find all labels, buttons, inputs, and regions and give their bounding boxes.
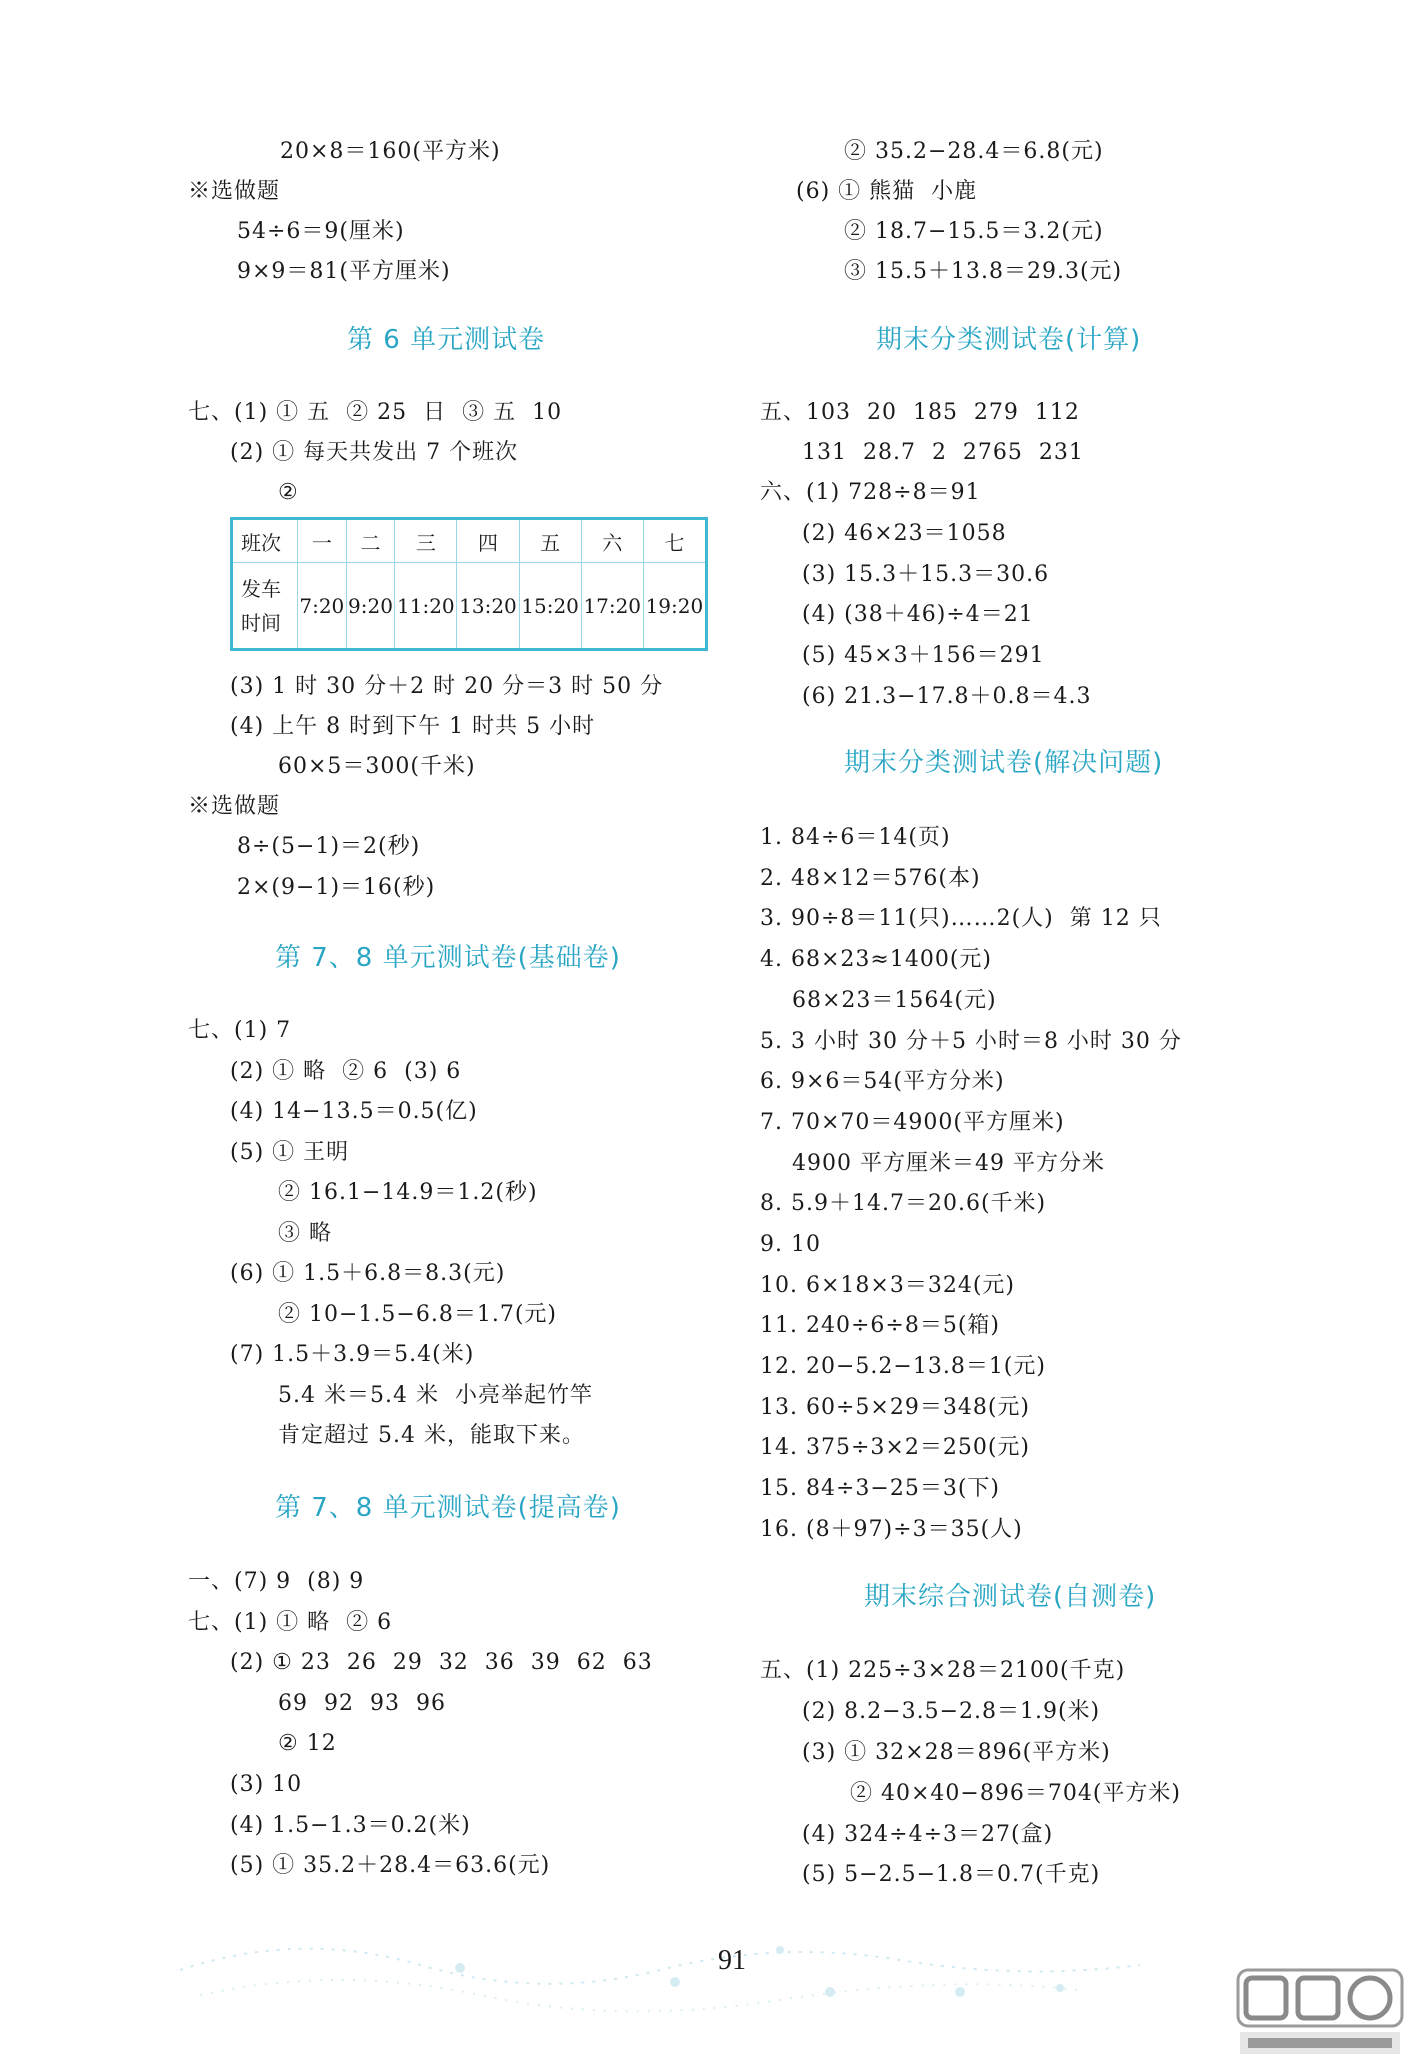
answer-line: ※选做题 — [188, 179, 281, 204]
answer-line: 七、(1) ① 五 ② 25 日 ③ 五 10 — [188, 400, 563, 425]
answer-line: 2. 48×12＝576(本) — [760, 866, 981, 891]
answer-line: ② 40×40−896＝704(平方米) — [850, 1781, 1181, 1806]
table-header-cell: 三 — [395, 519, 457, 563]
bus-schedule-table — [230, 517, 708, 651]
answer-line: (2) ① 略 ② 6 (3) 6 — [230, 1059, 462, 1084]
answer-line: 七、(1) ① 略 ② 6 — [188, 1610, 393, 1635]
answer-line: 20×8＝160(平方米) — [280, 139, 501, 164]
section-heading: 第 7、8 单元测试卷(基础卷) — [275, 943, 621, 973]
answer-line: ※选做题 — [188, 794, 281, 819]
answer-line: (5) 5−2.5−1.8＝0.7(千克) — [802, 1862, 1101, 1887]
answer-line: (3) 10 — [230, 1772, 303, 1797]
table-header-cell: 二 — [346, 519, 395, 563]
watermark-logo — [1236, 1966, 1404, 2058]
answer-line: (5) ① 35.2＋28.4＝63.6(元) — [230, 1853, 551, 1878]
answer-line: (2) 46×23＝1058 — [802, 521, 1007, 546]
answer-circle-logo-icon — [1236, 1966, 1404, 2058]
answer-line: (7) 1.5＋3.9＝5.4(米) — [230, 1342, 475, 1367]
table-header-cell: 五 — [519, 519, 581, 563]
answer-line: 8. 5.9＋14.7＝20.6(千米) — [760, 1191, 1047, 1216]
answer-line: ③ 15.5＋13.8＝29.3(元) — [844, 259, 1123, 284]
answer-line: 68×23＝1564(元) — [792, 988, 997, 1013]
answer-line: 五、(1) 225÷3×28＝2100(千克) — [760, 1658, 1126, 1683]
answer-line: (4) 14−13.5＝0.5(亿) — [230, 1099, 478, 1124]
table-header-cell: 一 — [298, 519, 347, 563]
answer-line: 7. 70×70＝4900(平方厘米) — [760, 1110, 1065, 1135]
answer-line: (5) 45×3＋156＝291 — [802, 643, 1045, 668]
answer-line: (5) ① 王明 — [230, 1140, 350, 1165]
answer-line: (2) ① 23 26 29 32 36 39 62 63 — [230, 1650, 653, 1675]
answer-line: ② 16.1−14.9＝1.2(秒) — [278, 1180, 538, 1205]
table-row-label — [232, 563, 298, 650]
answer-line: 5. 3 小时 30 分＋5 小时＝8 小时 30 分 — [760, 1029, 1182, 1054]
table-cell: 11:20 — [395, 563, 457, 650]
answer-line: ② 35.2−28.4＝6.8(元) — [844, 139, 1104, 164]
table-header-cell: 七 — [643, 519, 706, 563]
answer-line: 15. 84÷3−25＝3(下) — [760, 1476, 1000, 1501]
answer-line: 9. 10 — [760, 1232, 821, 1257]
dotted-wave-decoration — [180, 1910, 1140, 2020]
answer-line: (4) (38＋46)÷4＝21 — [802, 602, 1034, 627]
section-heading: 第 6 单元测试卷 — [347, 325, 546, 355]
answer-line: (3) 15.3＋15.3＝30.6 — [802, 562, 1050, 587]
answer-line: (2) 8.2−3.5−2.8＝1.9(米) — [802, 1699, 1101, 1724]
answer-line: 1. 84÷6＝14(页) — [760, 825, 951, 850]
table-cell: 15:20 — [519, 563, 581, 650]
answer-line: (6) ① 1.5＋6.8＝8.3(元) — [230, 1261, 506, 1286]
table-cell: 17:20 — [581, 563, 643, 650]
answer-line: ③ 略 — [278, 1221, 332, 1246]
table-row — [232, 563, 707, 650]
table-header-cell: 四 — [457, 519, 519, 563]
answer-line: 一、(7) 9 (8) 9 — [188, 1569, 365, 1594]
answer-line: 七、(1) 7 — [188, 1018, 292, 1043]
answer-line: (4) 1.5−1.3＝0.2(米) — [230, 1813, 471, 1838]
answer-line: 16. (8＋97)÷3＝35(人) — [760, 1517, 1023, 1542]
answer-line: (6) 21.3−17.8＋0.8＝4.3 — [802, 684, 1092, 709]
row-label-line: 时间 — [241, 610, 281, 635]
table-cell: 19:20 — [643, 563, 706, 650]
page-number: 91 — [718, 1945, 746, 1976]
answer-line: 3. 90÷8＝11(只)……2(人) 第 12 只 — [760, 906, 1162, 931]
answer-line: (3) 1 时 30 分＋2 时 20 分＝3 时 50 分 — [230, 674, 664, 699]
answer-line: 肯定超过 5.4 米，能取下来。 — [278, 1423, 585, 1448]
answer-line: (6) ① 熊猫 小鹿 — [796, 179, 978, 204]
answer-line: ② 12 — [278, 1731, 337, 1756]
answer-line: 9×9＝81(平方厘米) — [237, 259, 451, 284]
section-heading: 期末分类测试卷(计算) — [876, 325, 1142, 355]
section-heading: 期末分类测试卷(解决问题) — [844, 748, 1164, 778]
table-row — [232, 519, 707, 563]
row-label-line: 发车 — [241, 576, 281, 601]
table-cell: 9:20 — [346, 563, 395, 650]
answer-line: 69 92 93 96 — [278, 1691, 446, 1716]
answer-line: ② 18.7−15.5＝3.2(元) — [844, 219, 1104, 244]
answer-line: (3) ① 32×28＝896(平方米) — [802, 1740, 1111, 1765]
table-header-cell: 班次 — [232, 519, 298, 563]
answer-line: 5.4 米＝5.4 米 小亮举起竹竿 — [278, 1383, 593, 1408]
answer-line: 10. 6×18×3＝324(元) — [760, 1273, 1015, 1298]
answer-line: 六、(1) 728÷8＝91 — [760, 480, 981, 505]
answer-line: (4) 324÷4÷3＝27(盒) — [802, 1822, 1054, 1847]
answer-line: 13. 60÷5×29＝348(元) — [760, 1395, 1030, 1420]
answer-line: 131 28.7 2 2765 231 — [802, 440, 1084, 465]
section-heading: 第 7、8 单元测试卷(提高卷) — [275, 1493, 621, 1523]
answer-line: (4) 上午 8 时到下午 1 时共 5 小时 — [230, 714, 596, 739]
answer-line: 2×(9−1)＝16(秒) — [237, 875, 436, 900]
answer-line: ② 10−1.5−6.8＝1.7(元) — [278, 1302, 557, 1327]
answer-line: 12. 20−5.2−13.8＝1(元) — [760, 1354, 1046, 1379]
table-cell: 7:20 — [298, 563, 347, 650]
answer-line: 11. 240÷6÷8＝5(箱) — [760, 1313, 1000, 1338]
table-header-cell: 六 — [581, 519, 643, 563]
answer-line: 14. 375÷3×2＝250(元) — [760, 1435, 1030, 1460]
answer-line: 8÷(5−1)＝2(秒) — [237, 834, 421, 859]
answer-line: 6. 9×6＝54(平方分米) — [760, 1069, 1005, 1094]
section-heading: 期末综合测试卷(自测卷) — [864, 1582, 1157, 1612]
answer-line: 五、103 20 185 279 112 — [760, 400, 1080, 425]
answer-line: (2) ① 每天共发出 7 个班次 — [230, 440, 519, 465]
answer-line: 4. 68×23≈1400(元) — [760, 947, 992, 972]
table-cell: 13:20 — [457, 563, 519, 650]
answer-line: 54÷6＝9(厘米) — [237, 219, 405, 244]
answer-line: 60×5＝300(千米) — [278, 754, 476, 779]
answer-line: ② — [278, 480, 299, 505]
answer-line: 4900 平方厘米＝49 平方分米 — [792, 1151, 1105, 1176]
